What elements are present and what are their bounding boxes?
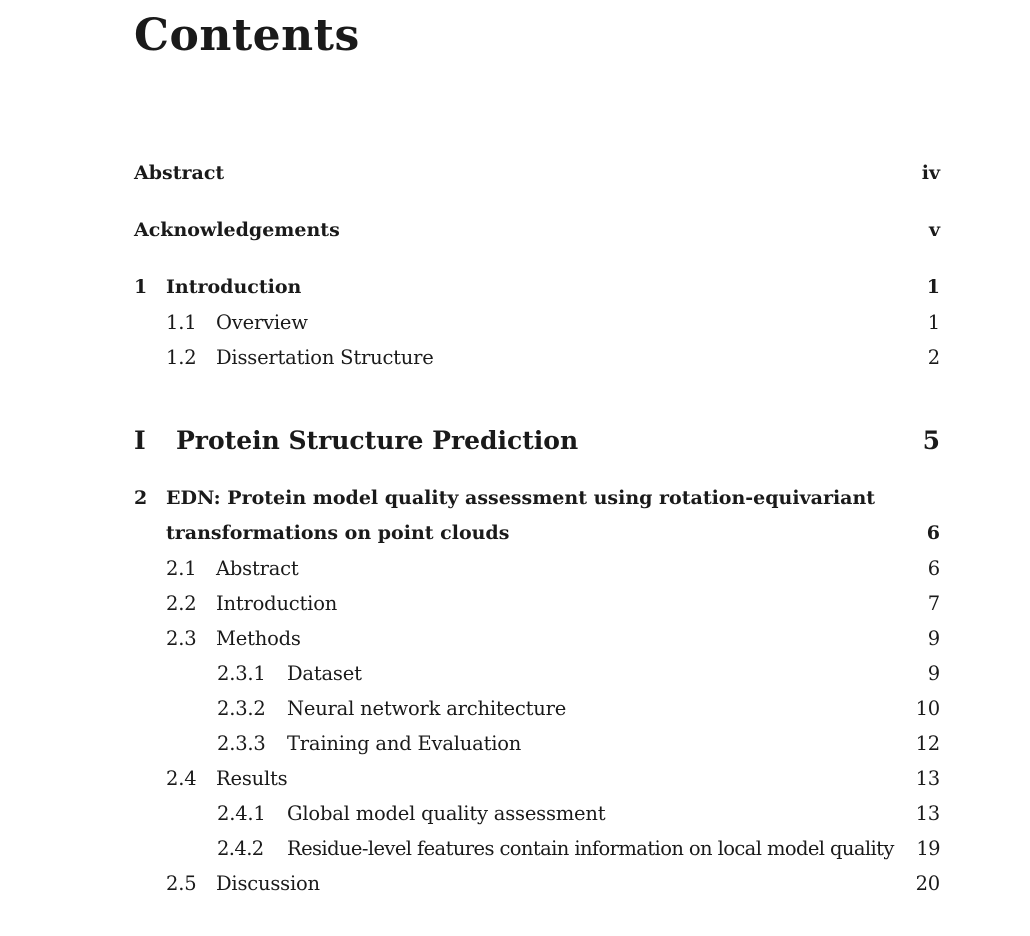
dot-leader [345, 593, 894, 613]
section-page: 2 [927, 345, 940, 369]
section-title: Discussion [216, 871, 320, 895]
toc-entry-page: v [928, 219, 940, 241]
subsection-page: 19 [916, 836, 940, 860]
subsection-page: 9 [927, 661, 940, 685]
toc-entry-abstract[interactable] [134, 158, 940, 188]
subsection-page: 10 [915, 696, 940, 720]
dot-leader [309, 628, 894, 648]
section-title: Introduction [216, 591, 338, 615]
section-title: Overview [216, 310, 308, 334]
dot-leader [574, 698, 882, 718]
chapter-page: 6 [926, 522, 940, 544]
dot-leader [613, 803, 881, 823]
toc-section-2-3[interactable] [134, 623, 940, 653]
section-title: Abstract [216, 556, 299, 580]
chapter-page: 1 [926, 276, 940, 298]
section-number: 1.2 [166, 345, 197, 369]
toc-entry-label: Acknowledgements [134, 219, 340, 241]
subsection-number: 2.3.2 [217, 696, 266, 720]
toc-entry-acknowledgements[interactable] [134, 215, 940, 245]
section-page: 7 [927, 591, 940, 615]
page-title: Contents [134, 10, 360, 61]
toc-entry-label: Abstract [134, 162, 225, 184]
toc-part-1[interactable] [134, 423, 940, 457]
toc-section-2-1[interactable] [134, 553, 940, 583]
dot-leader [328, 873, 882, 893]
part-title: Protein Structure Prediction [176, 425, 579, 455]
section-title: Methods [216, 626, 301, 650]
toc-section-2-2[interactable] [134, 588, 940, 618]
dot-leader [442, 347, 894, 367]
section-number: 2.2 [166, 591, 197, 615]
chapter-number: 1 [134, 276, 148, 298]
subsection-title: Training and Evaluation [287, 731, 522, 755]
subsection-title: Residue-level features contain information on local model quality [287, 836, 894, 860]
chapter-title: Introduction [166, 276, 302, 298]
toc-section-2-4[interactable] [134, 763, 940, 793]
section-page: 20 [915, 871, 940, 895]
toc-subsection-2-3-2[interactable] [134, 693, 940, 723]
subsection-number: 2.3.3 [217, 731, 266, 755]
section-number: 2.1 [166, 556, 197, 580]
dot-leader [316, 312, 894, 332]
dot-leader [529, 733, 881, 753]
toc-section-1-2[interactable] [134, 342, 940, 372]
chapter-title: EDN: Protein model quality assessment using rotation-equivariant [166, 487, 876, 509]
toc-section-2-5[interactable] [134, 868, 940, 898]
section-page: 9 [927, 626, 940, 650]
toc-chapter-2-line2[interactable] [134, 518, 940, 548]
section-title: Results [216, 766, 288, 790]
section-number: 2.4 [166, 766, 197, 790]
subsection-number: 2.4.1 [217, 801, 266, 825]
toc-subsection-2-4-1[interactable] [134, 798, 940, 828]
section-page: 1 [927, 310, 940, 334]
toc-subsection-2-3-3[interactable] [134, 728, 940, 758]
part-number: I [134, 425, 146, 455]
toc-entry-page: iv [921, 162, 940, 184]
dot-leader [307, 558, 894, 578]
section-title: Dissertation Structure [216, 345, 434, 369]
toc-section-1-1[interactable] [134, 307, 940, 337]
dot-leader [370, 663, 894, 683]
chapter-title-continued: transformations on point clouds [166, 522, 510, 544]
subsection-title: Neural network architecture [287, 696, 567, 720]
toc-subsection-2-3-1[interactable] [134, 658, 940, 688]
subsection-page: 12 [915, 731, 940, 755]
subsection-title: Global model quality assessment [287, 801, 606, 825]
section-page: 13 [915, 766, 940, 790]
section-page: 6 [927, 556, 940, 580]
subsection-number: 2.3.1 [217, 661, 266, 685]
section-number: 2.5 [166, 871, 197, 895]
toc-chapter-1[interactable] [134, 272, 940, 302]
subsection-title: Dataset [287, 661, 362, 685]
toc-chapter-2-line1[interactable] [134, 483, 940, 513]
subsection-page: 13 [915, 801, 940, 825]
subsection-number: 2.4.2 [217, 836, 264, 860]
section-number: 2.3 [166, 626, 197, 650]
toc-subsection-2-4-2[interactable] [134, 833, 940, 863]
dot-leader [295, 768, 881, 788]
chapter-number: 2 [134, 487, 148, 509]
section-number: 1.1 [166, 310, 197, 334]
part-page: 5 [922, 425, 940, 455]
